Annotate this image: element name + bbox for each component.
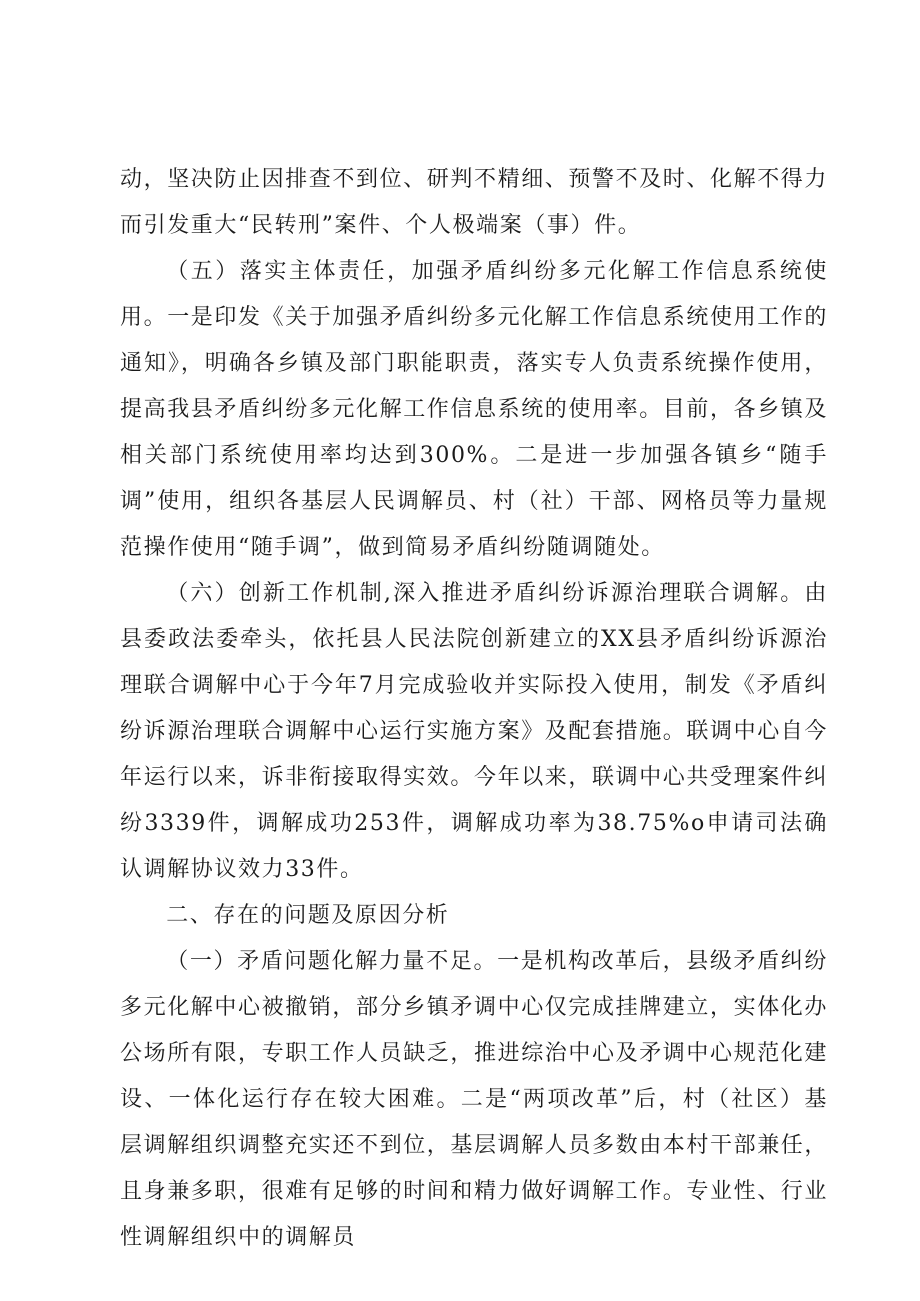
document-body bbox=[120, 157, 828, 1261]
paragraph-section-5: （五）落实主体责任，加强矛盾纠纷多元化解工作信息系统使用。一是印发《关于加强矛盾纠纷多元化解工作信息系统使用工作的通知》，明确各乡镇及部门职能职责，落实专人负责系统操作使用，提高我县矛盾纠纷多元化解工作信息系统的使用率。目前，各乡镇及相关部门系统使用率均达到300%。二是进一步加强各镇乡“随手调”使用，组织各基层人民调解员、村（社）干部、网格员等力量规范操作使用“随手调”，做到简易矛盾纠纷随调随处。 bbox=[120, 259, 829, 560]
section-heading-problems: 二、存在的问题及原因分析 bbox=[166, 903, 450, 928]
paragraph-section-6: （六）创新工作机制,深入推进矛盾纠纷诉源治理联合调解。由县委政法委牵头，依托县人民法院创新建立的XX县矛盾纠纷诉源治理联合调解中心于今年7月完成验收并实际投入使用，制发《矛盾纠纷诉源治理联合调解中心运行实施方案》及配套措施。联调中心自今年运行以来，诉非衔接取得实效。今年以来，联调中心共受理案件纠纷3339件，调解成功253件，调解成功率为38.75%o申请司法确认调解协议效力33件。 bbox=[120, 581, 829, 882]
paragraph-continuation: 动，坚决防止因排查不到位、研判不精细、预警不及时、化解不得力而引发重大“民转刑”案件、个人极端案（事）件。 bbox=[120, 167, 829, 238]
paragraph-problem-1: （一）矛盾问题化解力量不足。一是机构改革后，县级矛盾纠纷多元化解中心被撤销，部分乡镇矛调中心仅完成挂牌建立，实体化办公场所有限，专职工作人员缺乏，推进综治中心及矛调中心规范化建设、一体化运行存在较大困难。二是“两项改革”后，村（社区）基层调解组织调整充实还不到位，基层调解人员多数由本村干部兼任，且身兼多职，很难有足够的时间和精力做好调解工作。专业性、行业性调解组织中的调解员 bbox=[120, 949, 829, 1250]
